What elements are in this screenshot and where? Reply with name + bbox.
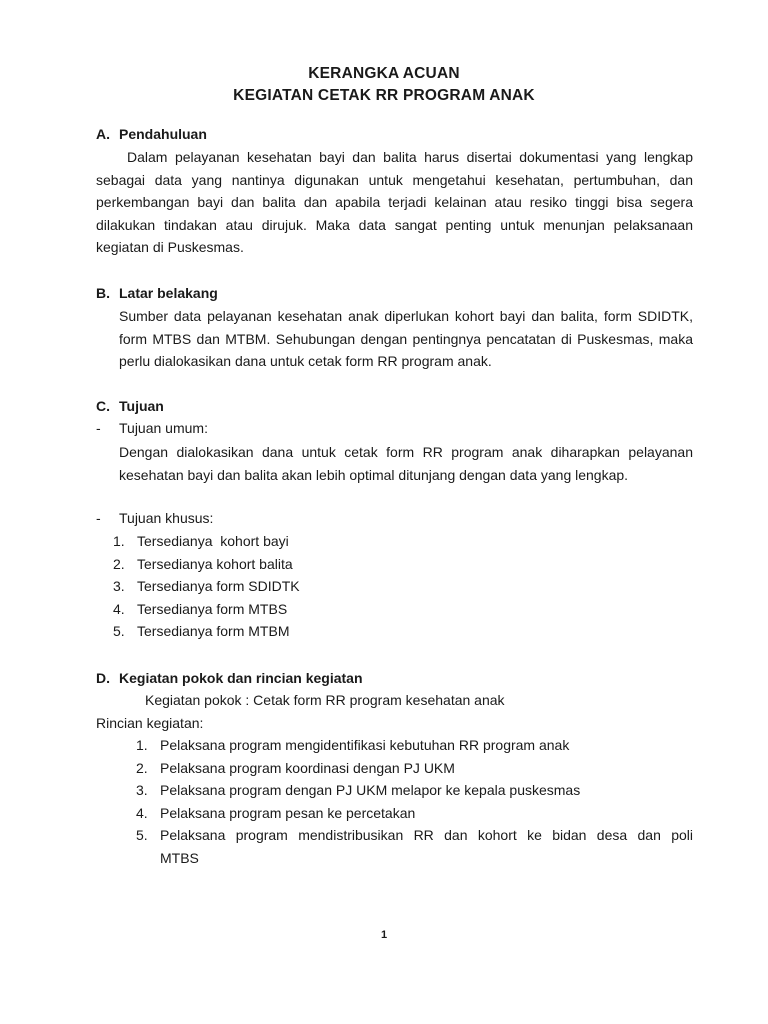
- document-subtitle: KEGIATAN CETAK RR PROGRAM ANAK: [233, 87, 535, 104]
- section-b-paragraph: Sumber data pelayanan kesehatan anak diperlukan kohort bayi dan balita, form SDIDTK, form MTBS dan MTBM. Sehubungan dengan pentingnya pencatatan di Puskesmas, maka perlu dialokasikan dana untuk cetak form RR program anak.: [119, 308, 693, 370]
- section-a-letter: A.: [96, 126, 110, 142]
- list-item: 3. Tersedianya form SDIDTK: [113, 578, 300, 595]
- section-d-letter: D.: [96, 670, 110, 686]
- tujuan-umum-text: Dengan dialokasikan dana untuk cetak form RR program anak diharapkan pelayanan kesehatan bayi dan balita akan lebih optimal ditunjang dengan data yang lengkap.: [119, 444, 693, 483]
- list-item: 4. Pelaksana program pesan ke percetakan: [136, 804, 416, 821]
- tujuan-umum-label: Tujuan umum:: [119, 420, 208, 436]
- list-item: 2. Tersedianya kohort balita: [113, 555, 293, 572]
- page-number: 1: [380, 929, 388, 941]
- tujuan-khusus-row: [96, 510, 213, 526]
- list-item: 5. Tersedianya form MTBM: [113, 623, 290, 640]
- rincian-list: [136, 734, 693, 870]
- section-c-heading: [96, 398, 164, 414]
- list-item-continuation: MTBS: [160, 849, 199, 866]
- section-c-letter: C.: [96, 398, 110, 414]
- section-d-heading: [96, 670, 363, 686]
- list-item: 5. Pelaksana program mendistribusikan RR dan kohort ke bidan desa dan poli: [136, 827, 693, 844]
- section-b-letter: B.: [96, 285, 110, 301]
- kegiatan-pokok: Kegiatan pokok : Cetak form RR program kesehatan anak: [145, 692, 505, 708]
- section-b-title: Latar belakang: [119, 285, 218, 301]
- rincian-label: Rincian kegiatan:: [96, 715, 204, 731]
- list-item: 3. Pelaksana program dengan PJ UKM melapor ke kepala puskesmas: [136, 782, 581, 799]
- section-c-title: Tujuan: [119, 398, 164, 414]
- section-a-title: Pendahuluan: [119, 126, 207, 142]
- list-item: 4. Tersedianya form MTBS: [113, 600, 288, 617]
- list-item: 2. Pelaksana program koordinasi dengan PJ UKM: [136, 759, 455, 776]
- section-b-heading: [96, 285, 218, 301]
- list-item: 1. Pelaksana program mengidentifikasi kebutuhan RR program anak: [136, 737, 570, 753]
- section-a-paragraph: Dalam pelayanan kesehatan bayi dan balita harus disertai dokumentasi yang lengkap sebagai data yang nantinya digunakan untuk mengetahui kesehatan, pertumbuhan, dan perkembangan bayi dan balita dan apabila terjadi kelainan atau resiko tinggi bisa segera dilakukan tindakan atau dirujuk. Maka data sangat penting untuk menunjan pelaksanaan kegiatan di Puskesmas.: [96, 149, 693, 256]
- document-title: KERANGKA ACUAN: [308, 65, 460, 82]
- list-item: 1. Tersedianya kohort bayi: [113, 533, 289, 549]
- section-d-title: Kegiatan pokok dan rincian kegiatan: [119, 670, 363, 686]
- tujuan-khusus-list: [113, 530, 300, 643]
- dash-bullet: -: [96, 420, 101, 436]
- tujuan-umum-row: [96, 420, 208, 436]
- tujuan-khusus-label: Tujuan khusus:: [119, 510, 214, 526]
- section-a-heading: [96, 126, 207, 142]
- dash-bullet: -: [96, 510, 101, 526]
